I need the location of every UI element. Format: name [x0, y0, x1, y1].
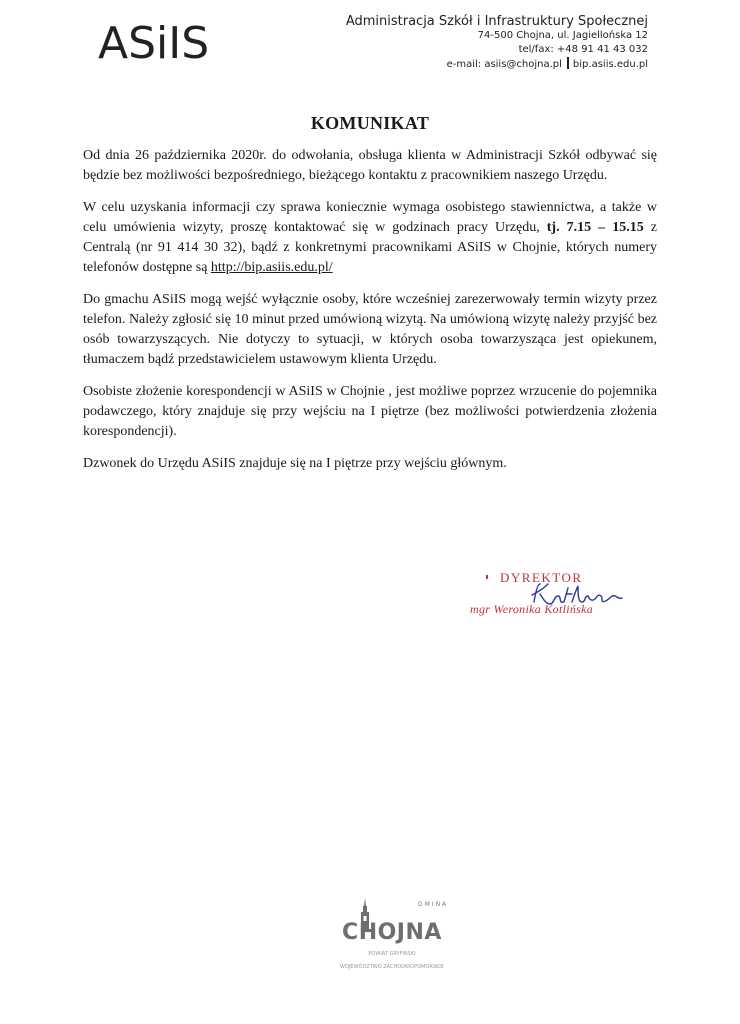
office-hours: tj. 7.15 – 15.15 — [546, 220, 644, 235]
paragraph-5: Dzwonek do Urzędu ASiIS znajduje się na I piętrze przy wejściu głównym. — [83, 456, 507, 471]
signature-stamp — [470, 570, 650, 617]
paragraph-3: Do gmachu ASiIS mogą wejść wyłącznie osoby, które wcześniej zarezerwowały termin wizyty przez telefon. Należy zgłosić się 10 minut przed umówioną wizytą. Na umówioną wizytę należy przyjść bez osób towarzyszących. Nie dotyczy to sytuacji, w których osoba towarzysząca jest opiekunem, tłumaczem bądź przedstawicielem ustawowym klienta Urzędu. — [83, 292, 657, 367]
signature-title: DYREKTOR — [500, 570, 583, 585]
org-bip: bip.asiis.edu.pl — [572, 59, 648, 70]
paragraph-1: Od dnia 26 października 2020r. do odwołania, obsługa klienta w Administracji Szkół odbywać się będzie bez możliwości bezpośredniego, bieżącego kontaktu z pracownikiem naszego Urzędu. — [83, 148, 657, 183]
separator — [567, 57, 569, 69]
org-name: Administracja Szkół i Infrastruktury Społecznej — [345, 14, 648, 29]
document-title: KOMUNIKAT — [310, 113, 430, 133]
org-contact-line — [346, 57, 648, 72]
paragraph-2-text-b: z Centralą (nr 91 414 30 32), bądź z konkretnymi pracownikami ASiIS w Chojnie, których numery telefonów dostępne są — [83, 220, 657, 275]
chojna-wordmark: CHOJNA — [342, 920, 442, 945]
paragraph-2 — [83, 198, 657, 278]
chojna-footer-logo — [322, 898, 462, 971]
wojewodztwo-label: WOJEWÓDZTWO ZACHODNIOPOMORSKIE — [340, 964, 444, 970]
org-phone: tel/fax: +48 91 41 43 032 — [518, 44, 648, 55]
org-address: 74-500 Chojna, ul. Jagiellońska 12 — [477, 30, 648, 41]
stamp-mark — [486, 575, 488, 579]
handwritten-signature — [528, 580, 628, 610]
gmina-label: GMINA — [418, 901, 449, 908]
paragraph-4: Osobiste złożenie korespondencji w ASiIS w Chojnie , jest możliwe poprzez wrzucenie do pojemnika podawczego, który znajduje się przy wejściu na I piętrze (bez możliwości potwierdzenia złożenia korespondencji). — [83, 384, 657, 439]
org-email: e-mail: asiis@chojna.pl — [446, 59, 562, 70]
org-header — [346, 14, 648, 72]
document-body — [83, 146, 657, 486]
paragraph-2-text-a: W celu uzyskania informacji czy sprawa koniecznie wymaga osobistego stawiennictwa, a także w celu umówienia wizyty, proszę kontaktować się w godzinach pracy Urzędu, — [83, 200, 657, 235]
signatory-name: mgr Weronika Kotlińska — [470, 602, 594, 616]
powiat-label: POWIAT GRYFIŃSKI — [368, 951, 416, 957]
bip-link[interactable]: http://bip.asiis.edu.pl/ — [210, 260, 333, 275]
asiis-logo: ASiIS — [98, 18, 210, 69]
